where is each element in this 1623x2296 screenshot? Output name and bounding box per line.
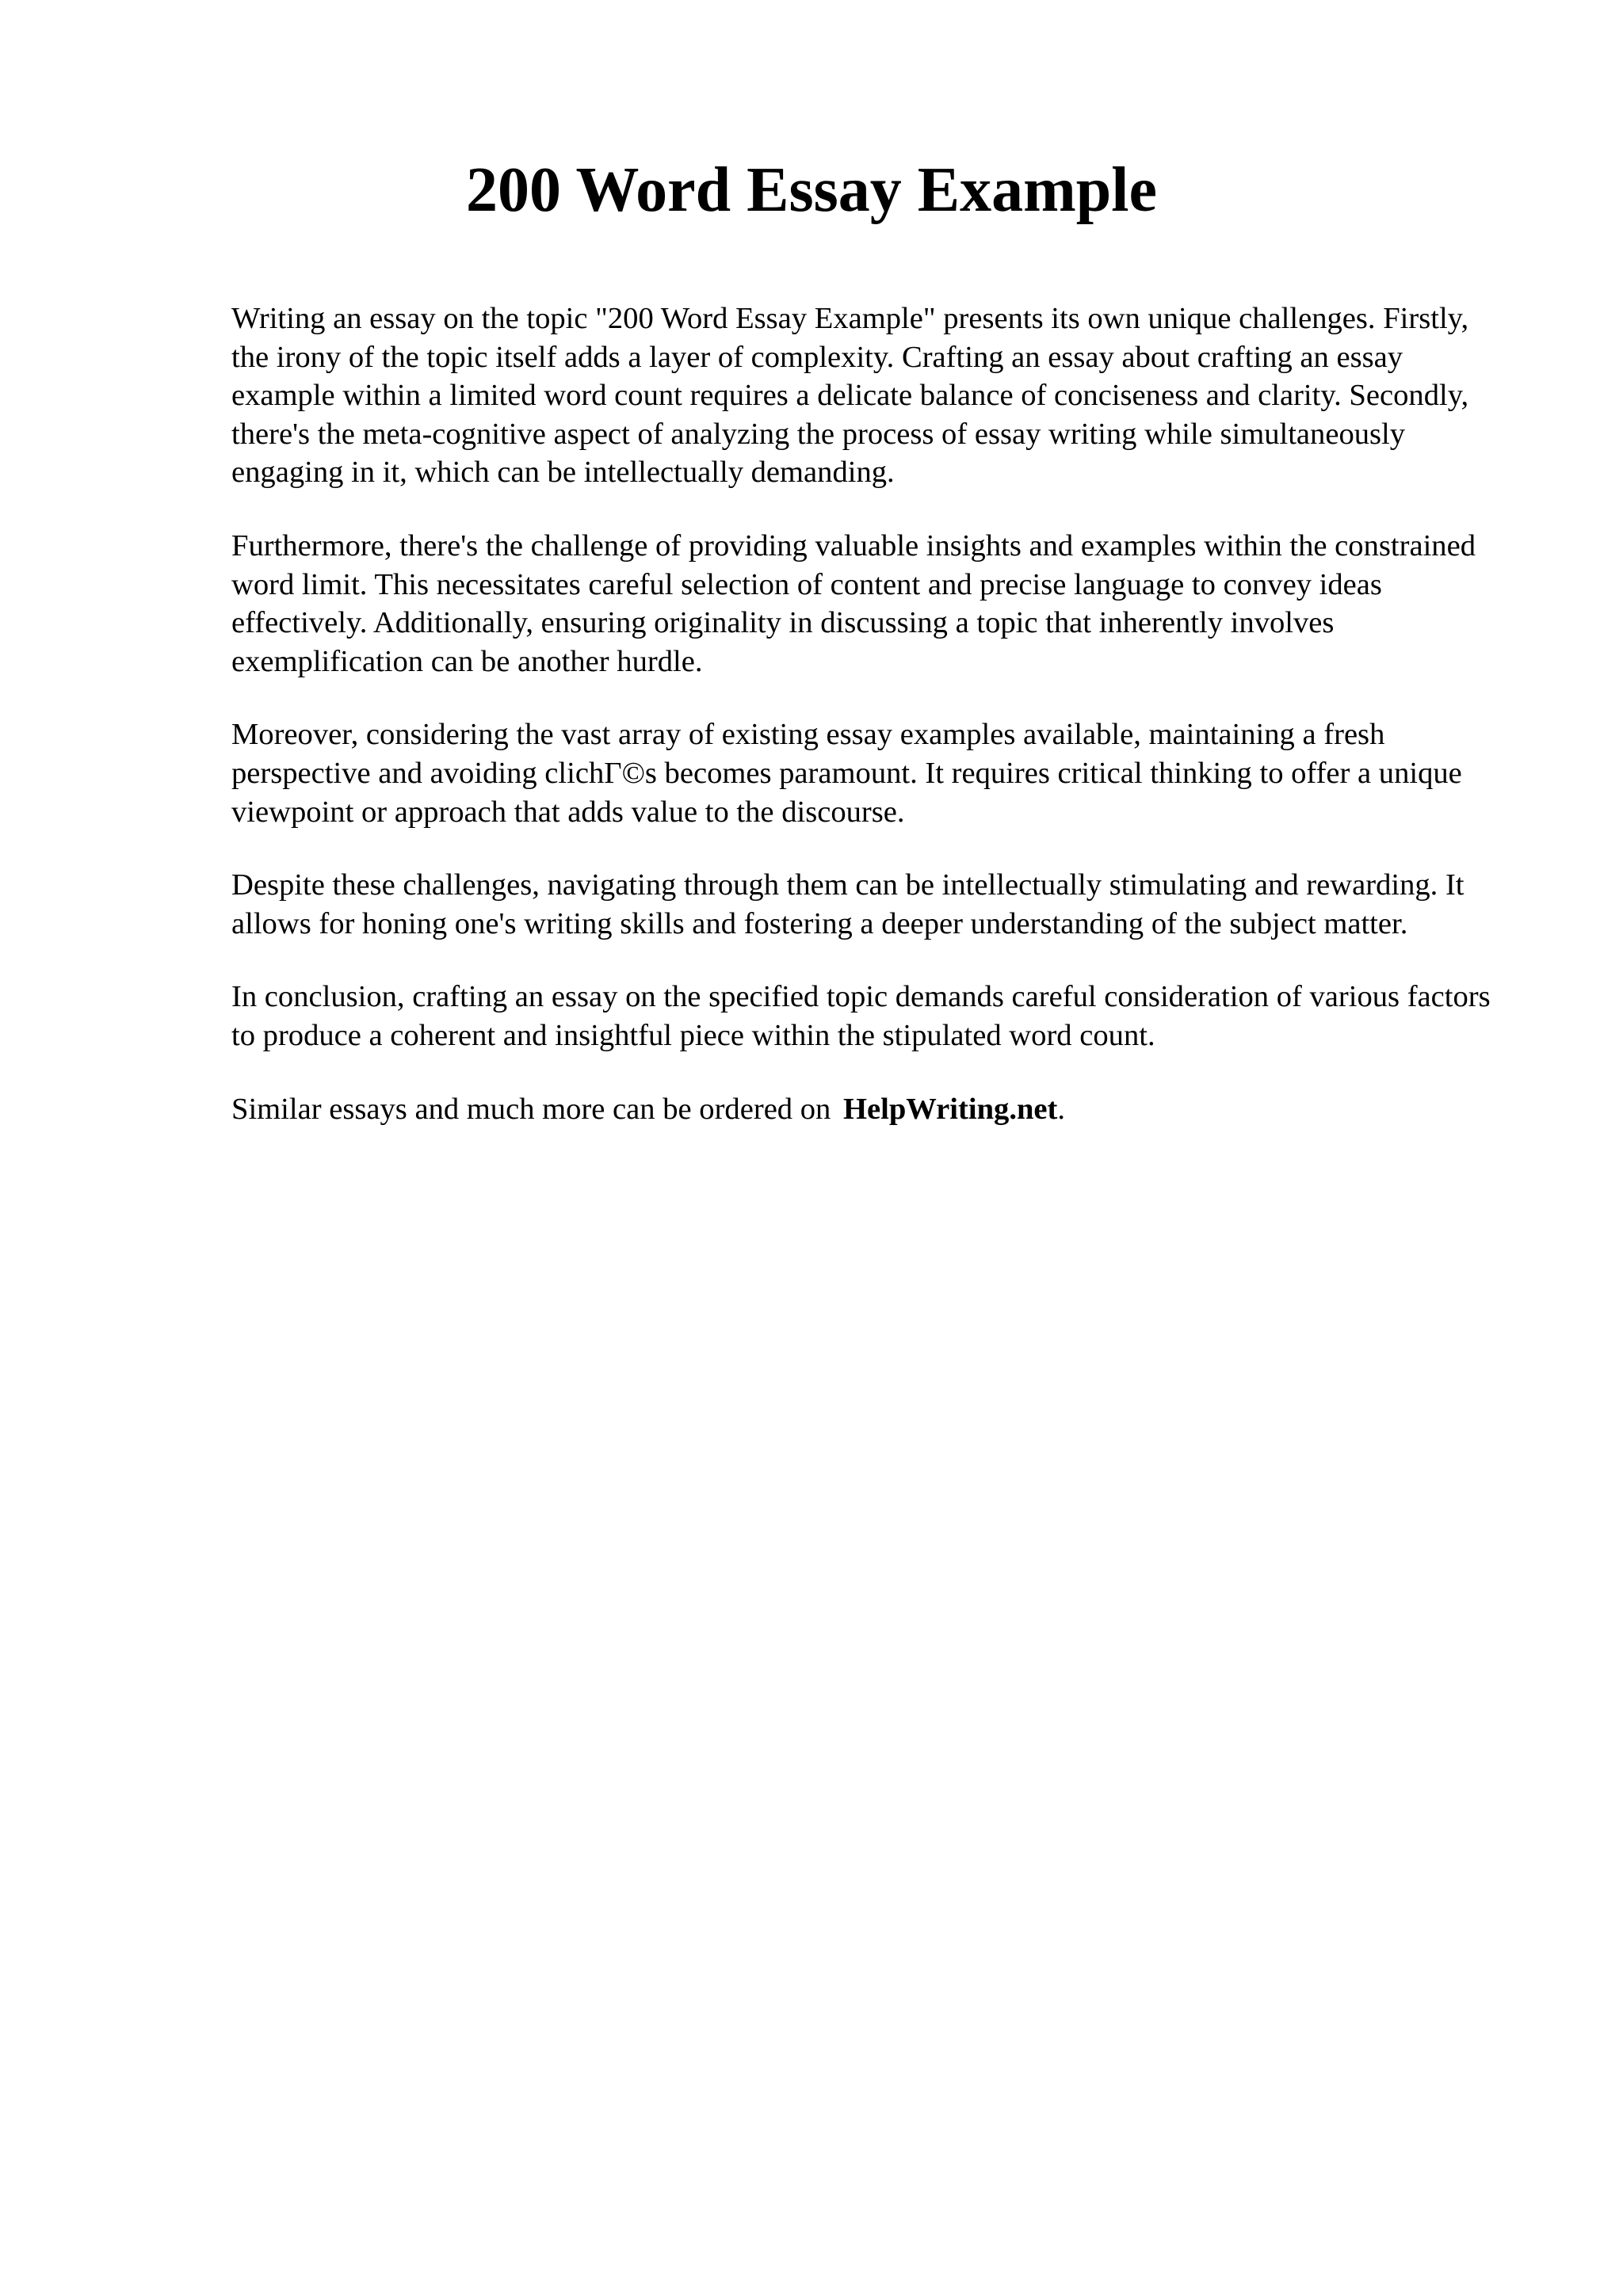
footer-suffix: . xyxy=(1057,1092,1066,1126)
paragraph-4: Despite these challenges, navigating through them can be intellectually stimulating and rewarding. It allows for honing one's writing skills and fostering a deeper understanding of the subject matter. xyxy=(231,868,1465,940)
essay-body xyxy=(231,299,1499,1128)
footer-line xyxy=(231,1090,1499,1129)
page-title: 200 Word Essay Example xyxy=(466,155,1157,225)
paragraph-5: In conclusion, crafting an essay on the specified topic demands careful consideration of various factors to produce a coherent and insightful piece within the stipulated word count. xyxy=(231,980,1491,1052)
paragraph-3: Moreover, considering the vast array of existing essay examples available, maintaining a fresh perspective and avoiding clichΓ©s becomes paramount. It requires critical thinking to offer a unique viewpoint or approach that adds value to the discourse. xyxy=(231,718,1462,829)
helpwriting-link[interactable]: HelpWriting.net xyxy=(842,1092,1058,1126)
paragraph-2: Furthermore, there's the challenge of providing valuable insights and examples within the constrained word limit. This necessitates careful selection of content and precise language to convey ideas effectively. Additionally, ensuring originality in discussing a topic that inherently involves exemplification can be another hurdle. xyxy=(231,528,1476,678)
footer-prefix: Similar essays and much more can be ordered on xyxy=(231,1092,831,1126)
paragraph-1: Writing an essay on the topic "200 Word Essay Example" presents its own unique challenges. Firstly, the irony of the topic itself adds a layer of complexity. Crafting an essay about crafting an essay example within a limited word count requires a delicate balance of conciseness and clarity. Secondly, there's the meta-cognitive aspect of analyzing the process of essay writing while simultaneously engaging in it, which can be intellectually demanding. xyxy=(231,302,1469,490)
